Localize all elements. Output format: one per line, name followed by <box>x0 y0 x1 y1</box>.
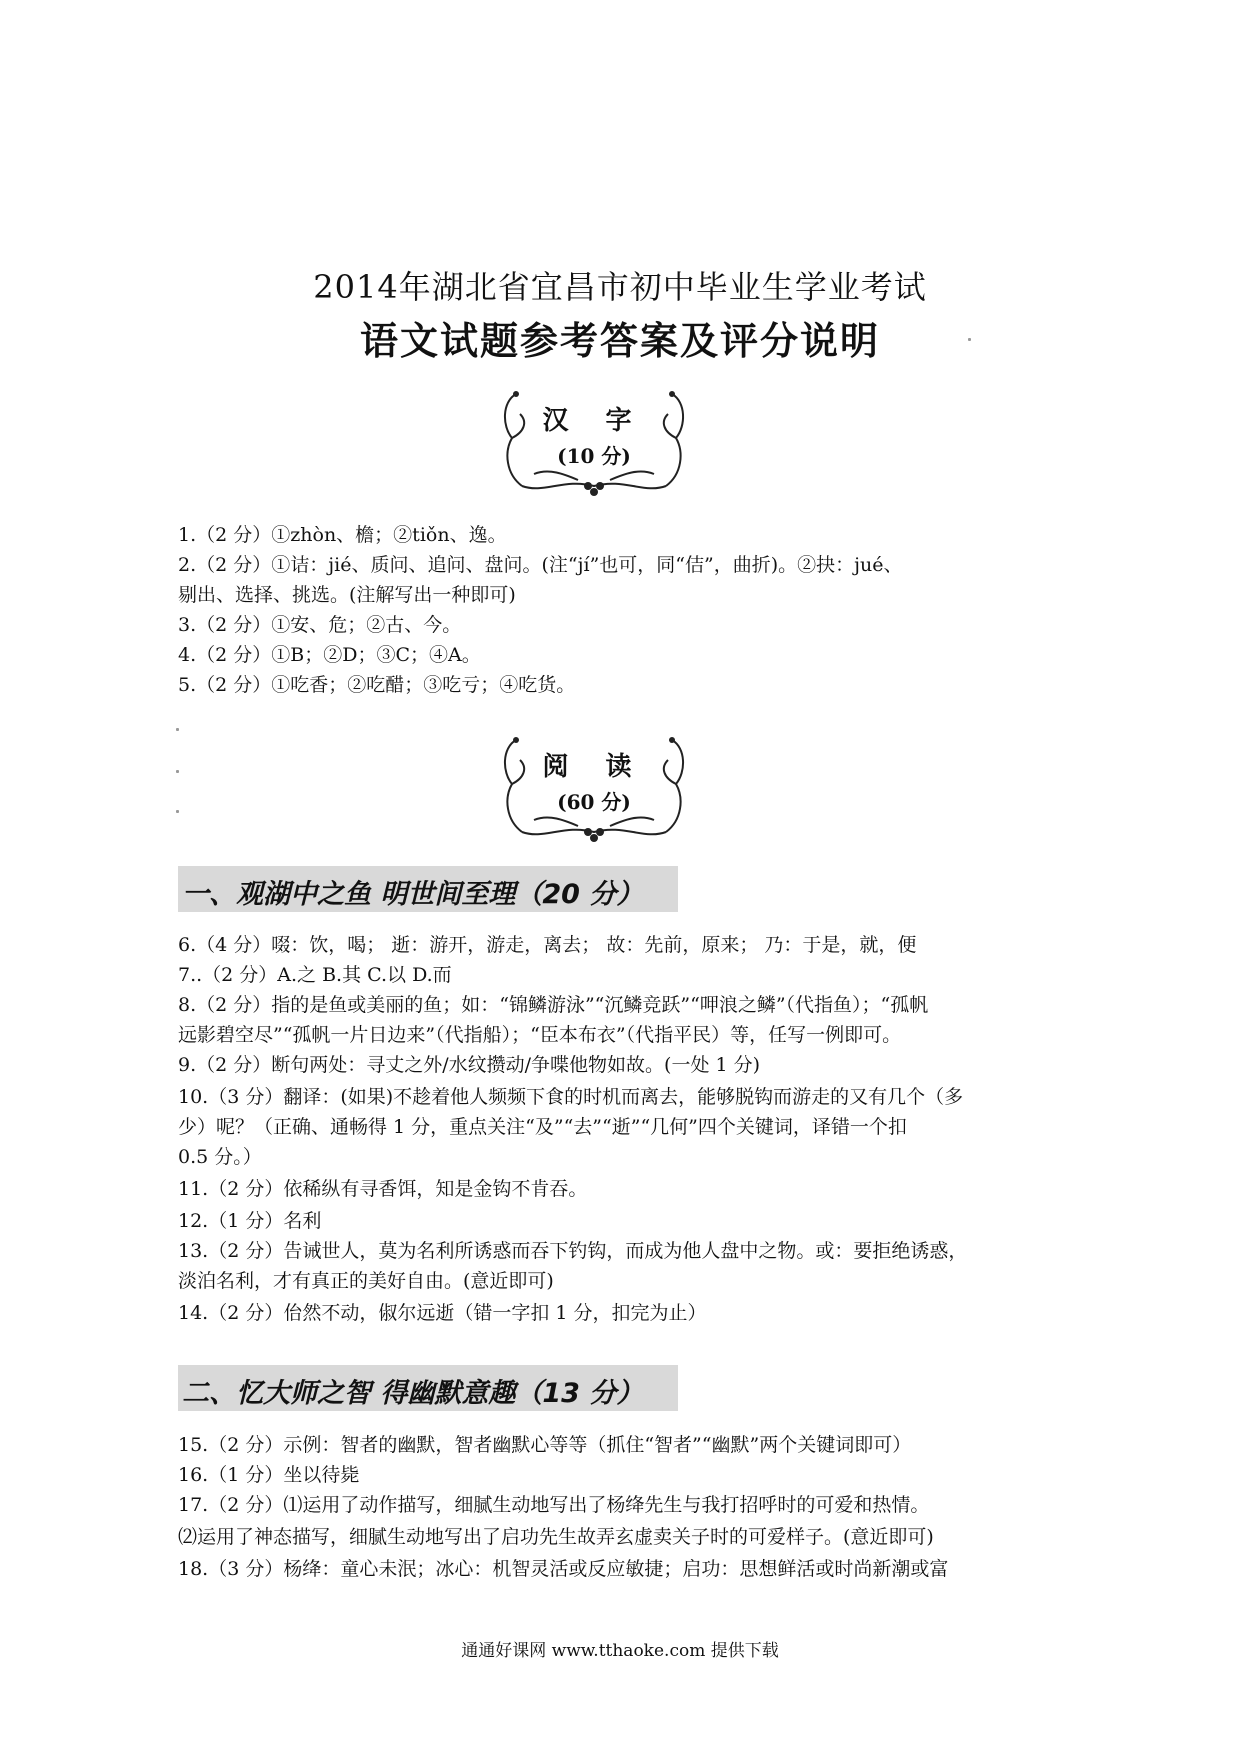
answer-line: 1.（2 分）①zhòn、檐；②tiǒn、逸。 <box>178 524 507 546</box>
answer-line: 12.（1 分）名利 <box>178 1210 322 1232</box>
section-label: 汉 字 <box>542 406 646 436</box>
footer-source: 通通好课网 www.tthaoke.com 提供下载 <box>461 1641 779 1661</box>
answer-key-title: 语文试题参考答案及评分说明 <box>359 318 880 363</box>
section-label: 阅 读 <box>542 752 646 782</box>
answer-line: 17.（2 分）⑴运用了动作描写，细腻生动地写出了杨绛先生与我打招呼时的可爱和热情。 <box>178 1494 930 1516</box>
answer-line: 15.（2 分）示例：智者的幽默，智者幽默心等等（抓住“智者”“幽默”两个关键词即可） <box>178 1434 912 1456</box>
answer-line: 9.（2 分）断句两处：寻丈之外/水纹攒动/争喋他物如故。(一处 1 分) <box>178 1054 761 1076</box>
answer-line: 0.5 分。） <box>178 1146 262 1168</box>
answer-line: 13.（2 分）告诫世人，莫为名利所诱惑而吞下钓钩，而成为他人盘中之物。或：要拒绝诱惑， <box>178 1240 968 1262</box>
section-ornament-yuedu <box>494 728 694 848</box>
answer-line: 16.（1 分）坐以待毙 <box>178 1464 360 1486</box>
section-score: (10 分) <box>557 444 631 468</box>
part2-heading-band <box>178 1365 678 1411</box>
answer-line: ⑵运用了神态描写，细腻生动地写出了启功先生故弄玄虚卖关子时的可爱样子。(意近即可) <box>178 1526 934 1548</box>
answer-line: 淡泊名利，才有真正的美好自由。(意近即可) <box>178 1270 554 1292</box>
answer-line: 少）呢？（正确、通畅得 1 分，重点关注“及”“去”“逝”“几何”四个关键词，译错一个扣 <box>178 1116 907 1138</box>
answer-line: 剔出、选择、挑选。(注解写出一种即可) <box>178 584 516 606</box>
answer-line: 5.（2 分）①吃香；②吃醋；③吃亏；④吃货。 <box>178 674 576 696</box>
scan-speck <box>176 810 179 813</box>
answer-line: 远影碧空尽”“孤帆一片日边来”（代指船）；“臣本布衣”（代指平民）等，任写一例即可。 <box>178 1024 902 1046</box>
section-ornament-hanzi <box>494 382 694 502</box>
answer-line: 2.（2 分）①诘：jié、质问、追问、盘问。(注“jí”也可，同“佶”，曲折)。②抉：jué、 <box>178 554 903 576</box>
answer-line: 8.（2 分）指的是鱼或美丽的鱼；如：“锦鳞游泳”“沉鳞竞跃”“呷浪之鳞”（代指鱼）；“孤帆 <box>178 994 929 1016</box>
answer-line: 3.（2 分）①安、危；②古、今。 <box>178 614 462 636</box>
answer-line: 6.（4 分）啜：饮，喝； 逝：游开，游走，离去； 故：先前，原来； 乃：于是，就，便 <box>178 934 917 956</box>
answer-line: 4.（2 分）①B；②D；③C；④A。 <box>178 644 481 666</box>
scan-speck <box>176 770 179 773</box>
answer-line: 14.（2 分）佁然不动，俶尔远逝（错一字扣 1 分，扣完为止） <box>178 1302 707 1324</box>
scan-speck <box>176 728 179 731</box>
answer-line: 7..（2 分）A.之 B.其 C.以 D.而 <box>178 964 452 986</box>
section-score: (60 分) <box>557 790 631 814</box>
part1-heading: 一、观湖中之鱼 明世间至理（20 分） <box>182 879 644 910</box>
part2-heading: 二、忆大师之智 得幽默意趣（13 分） <box>182 1378 644 1409</box>
answer-line: 18.（3 分）杨绛：童心未泯；冰心：机智灵活或反应敏捷；启功：思想鲜活或时尚新潮或富 <box>178 1558 949 1580</box>
scan-speck <box>968 338 971 341</box>
answer-line: 10.（3 分）翻译：(如果)不趁着他人频频下食的时机而离去，能够脱钩而游走的又有几个（多 <box>178 1086 964 1108</box>
exam-title: 2014年湖北省宜昌市初中毕业生学业考试 <box>313 268 927 306</box>
part1-heading-band <box>178 866 678 912</box>
answer-line: 11.（2 分）依稀纵有寻香饵，知是金钩不肯吞。 <box>178 1178 588 1200</box>
